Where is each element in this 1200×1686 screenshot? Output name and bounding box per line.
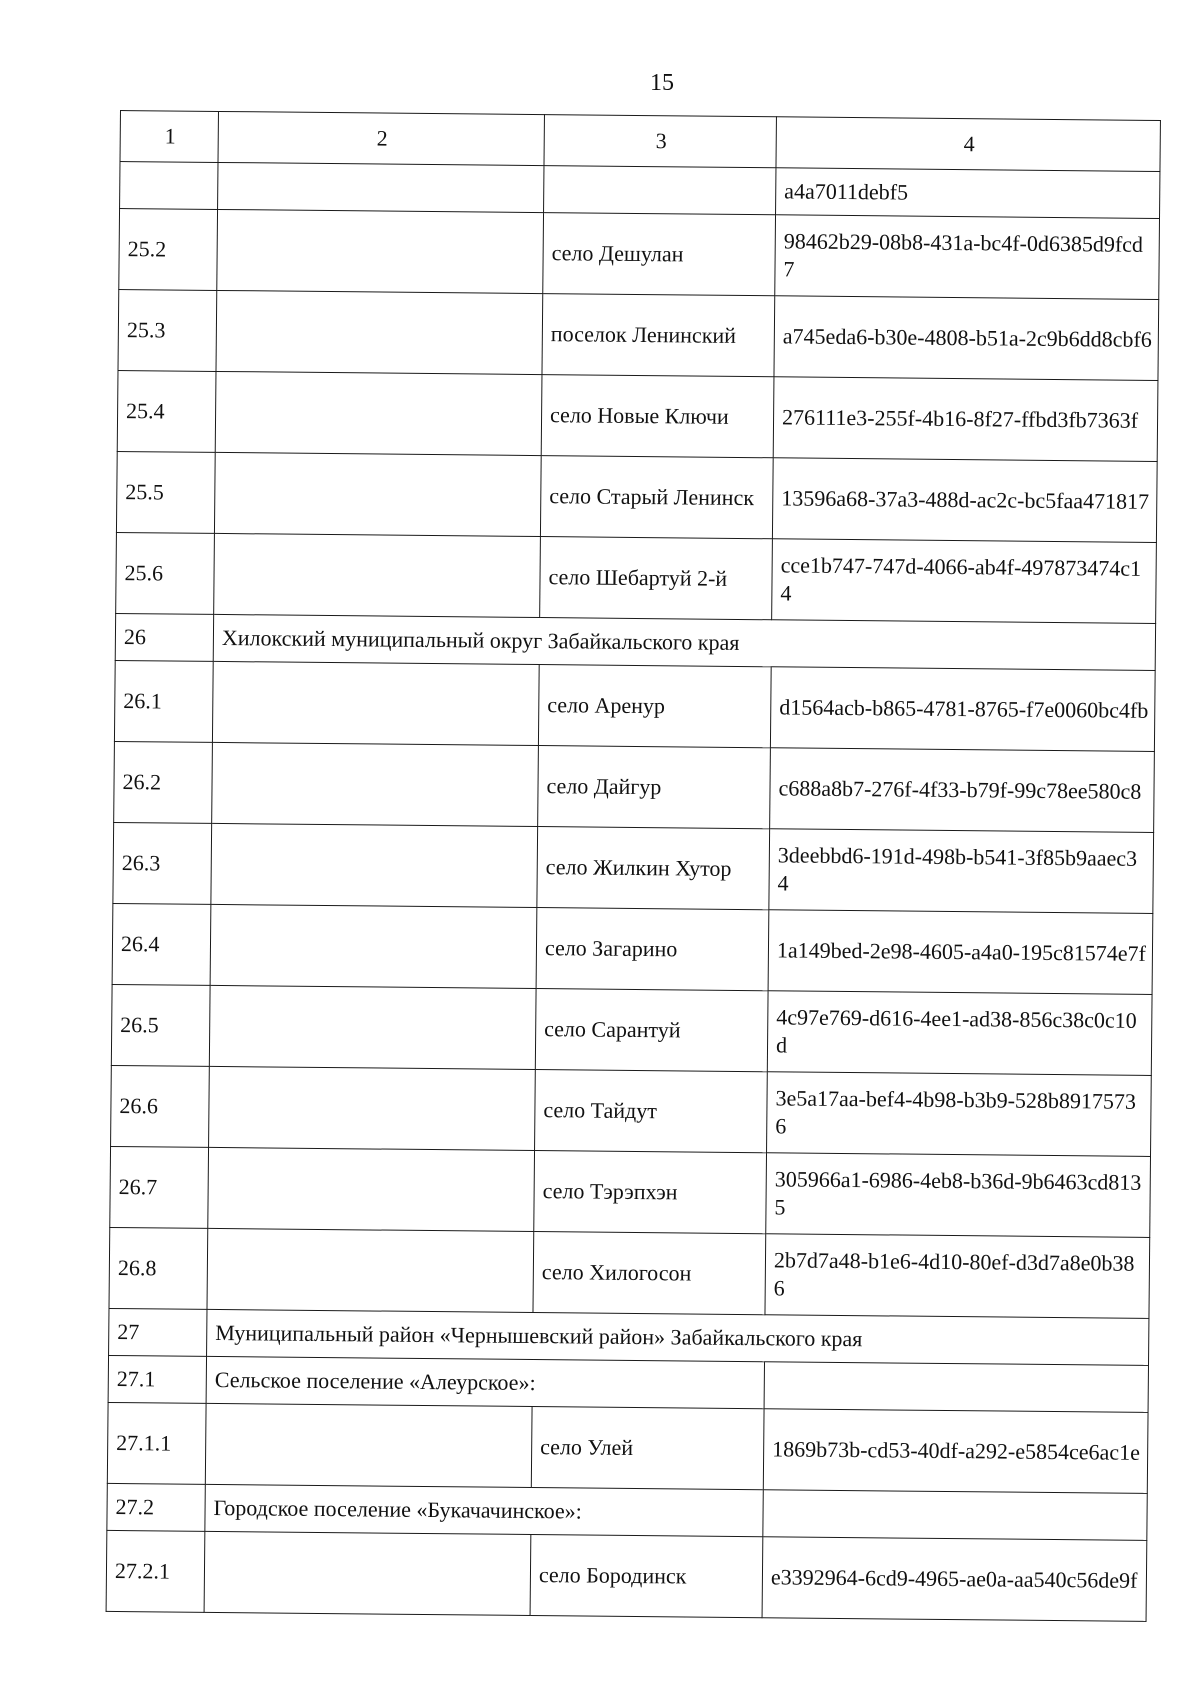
- cell-num: 25.3: [118, 289, 217, 371]
- cell-num: 27.1.1: [107, 1402, 206, 1484]
- cell-num: 26.7: [110, 1146, 209, 1228]
- cell-num: [120, 162, 218, 210]
- cell-id: e3392964-6cd9-4965-ae0a-aa540c56de9f: [762, 1537, 1147, 1622]
- cell-num: 25.2: [119, 209, 218, 291]
- cell-municipality: [212, 742, 539, 826]
- cell-municipality: [216, 290, 543, 374]
- cell-place: село Бородинск: [530, 1535, 763, 1618]
- cell-municipality: [212, 661, 539, 745]
- cell-place: село Загарино: [536, 908, 769, 991]
- cell-id: 3deebbd6-191d-498b-b541-3f85b9aaec34: [769, 829, 1154, 914]
- cell-id: 276111e3-255f-4b16-8f27-ffbd3fb7363f: [773, 377, 1158, 462]
- cell-municipality: [217, 209, 544, 293]
- cell-municipality: [209, 1066, 536, 1150]
- page-number: 15: [650, 70, 674, 96]
- table-row: [111, 1065, 1152, 1156]
- cell-id: 4c97e769-d616-4ee1-ad38-856c38c0c10d: [767, 991, 1152, 1076]
- cell-municipality: [210, 904, 537, 988]
- cell-id: [763, 1490, 1147, 1541]
- table-row: [114, 660, 1155, 751]
- cell-id: 3e5a17aa-bef4-4b98-b3b9-528b89175736: [767, 1072, 1152, 1157]
- cell-id: 1869b73b-cd53-40df-a292-e5854ce6ac1e: [763, 1409, 1148, 1494]
- group-title: Хилокский муниципальный округ Забайкальского края: [213, 614, 1155, 670]
- cell-place: село Новые Ключи: [541, 375, 774, 458]
- cell-num: 26: [115, 613, 213, 661]
- cell-place: село Старый Ленинск: [540, 456, 773, 539]
- cell-id: 2b7d7a48-b1e6-4d10-80ef-d3d7a8e0b386: [765, 1234, 1150, 1319]
- cell-place: [544, 166, 776, 215]
- cell-municipality: [204, 1531, 531, 1615]
- group-title: Муниципальный район «Чернышевский район» Забайкальского края: [207, 1309, 1149, 1365]
- cell-municipality: [208, 1147, 535, 1231]
- cell-id: c688a8b7-276f-4f33-b79f-99c78ee580c8: [770, 748, 1155, 833]
- table-row: [118, 289, 1159, 380]
- cell-id: 13596a68-37a3-488d-ac2c-bc5faa471817: [772, 458, 1157, 543]
- cell-municipality: [209, 985, 536, 1069]
- cell-id: a4a7011debf5: [776, 168, 1160, 219]
- cell-num: 26.2: [114, 741, 213, 823]
- table-row: [116, 532, 1157, 623]
- cell-place: село Жилкин Хутор: [537, 827, 770, 910]
- cell-municipality: [218, 162, 544, 212]
- cell-num: 26.6: [111, 1065, 210, 1147]
- cell-municipality: [215, 371, 542, 455]
- cell-num: 26.3: [113, 822, 212, 904]
- header-col-3: 3: [544, 115, 776, 168]
- cell-num: 27.1: [108, 1355, 206, 1403]
- cell-place: село Тэрэпхэн: [534, 1151, 767, 1234]
- subgroup-title: Сельское поселение «Алеурское»:: [206, 1356, 764, 1408]
- cell-place: поселок Ленинский: [542, 294, 775, 377]
- cell-num: 25.5: [116, 451, 215, 533]
- cell-place: село Тайдут: [535, 1070, 768, 1153]
- subgroup-title: Городское поселение «Букачачинское»:: [205, 1484, 763, 1536]
- cell-id: 98462b29-08b8-431a-bc4f-0d6385d9fcd7: [775, 215, 1160, 300]
- cell-municipality: [214, 533, 541, 617]
- table-row: [112, 903, 1153, 994]
- table-row: [107, 1402, 1148, 1493]
- cell-num: 27.2.1: [106, 1530, 205, 1612]
- cell-id: d1564acb-b865-4781-8765-f7e0060bc4fb: [770, 667, 1155, 752]
- cell-municipality: [214, 452, 541, 536]
- table-row: [117, 370, 1158, 461]
- cell-place: село Дешулан: [543, 213, 776, 296]
- cell-id: 1a149bed-2e98-4605-a4a0-195c81574e7f: [768, 910, 1153, 995]
- table-row: [114, 741, 1155, 832]
- cell-id: a745eda6-b30e-4808-b51a-2c9b6dd8cbf6: [774, 296, 1159, 381]
- cell-num: 25.4: [117, 370, 216, 452]
- cell-id: 305966a1-6986-4eb8-b36d-9b6463cd8135: [766, 1153, 1151, 1238]
- table-row: [116, 451, 1157, 542]
- cell-num: 26.4: [112, 903, 211, 985]
- cell-place: село Шебартуй 2-й: [540, 537, 773, 620]
- cell-num: 27.2: [107, 1483, 205, 1531]
- cell-place: село Аренур: [538, 665, 771, 748]
- cell-num: 26.8: [109, 1227, 208, 1309]
- table-row: [113, 822, 1154, 913]
- cell-place: село Улей: [531, 1407, 764, 1490]
- settlements-table: [106, 110, 1161, 1622]
- table-row: [106, 1530, 1147, 1621]
- cell-place: село Дайгур: [538, 746, 771, 829]
- table-row: [110, 1146, 1151, 1237]
- cell-num: 27: [109, 1308, 207, 1356]
- cell-num: 25.6: [116, 532, 215, 614]
- cell-place: село Хилогосон: [533, 1232, 766, 1315]
- cell-num: 26.1: [114, 660, 213, 742]
- header-col-4: 4: [776, 117, 1160, 172]
- cell-id: cce1b747-747d-4066-ab4f-497873474c14: [772, 539, 1157, 624]
- header-col-1: 1: [120, 111, 218, 163]
- settlements-table-wrapper: [106, 110, 1160, 1622]
- cell-num: 26.5: [111, 984, 210, 1066]
- table-row: [111, 984, 1152, 1075]
- cell-place: село Сарантуй: [535, 989, 768, 1072]
- table-row: [109, 1227, 1150, 1318]
- cell-id: [764, 1362, 1148, 1413]
- table-row: [119, 209, 1160, 300]
- cell-municipality: [205, 1403, 532, 1487]
- cell-municipality: [211, 823, 538, 907]
- cell-municipality: [207, 1228, 534, 1312]
- header-col-2: 2: [218, 111, 544, 165]
